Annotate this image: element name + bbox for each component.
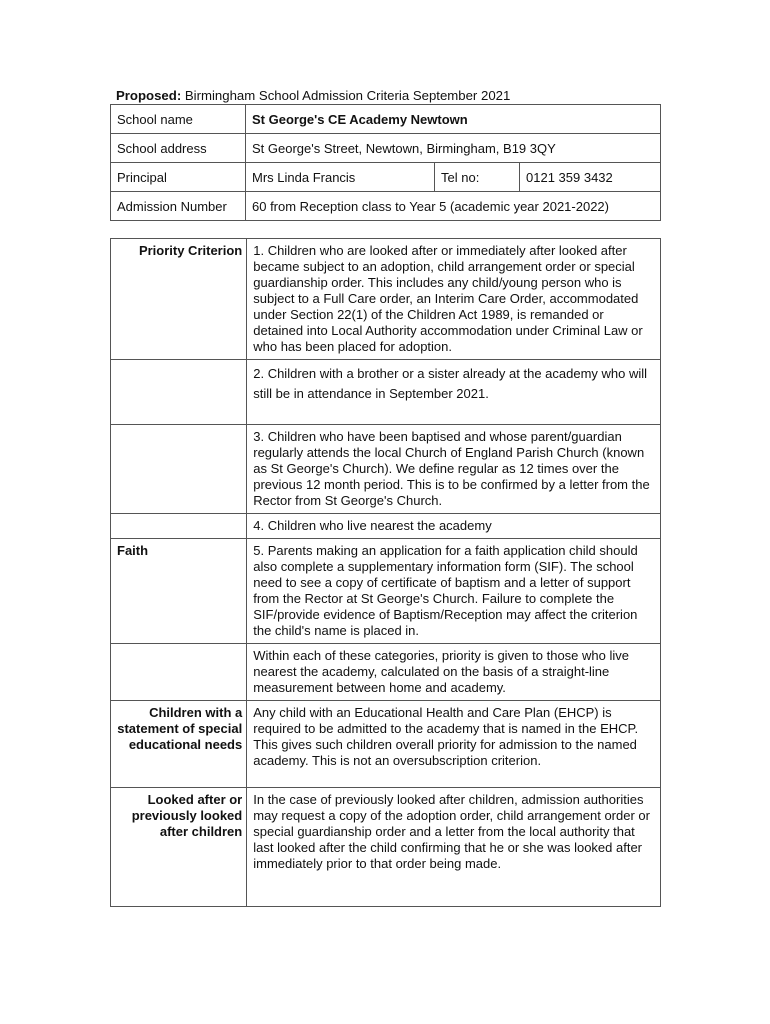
title-text: Birmingham School Admission Criteria September 2021 <box>181 88 511 103</box>
sen-text: Any child with an Educational Health and Care Plan (EHCP) is required to be admitted to the academy that is named in the EHCP. This gives such children overall priority for admission to the named academy. This is not an oversubscription criterion. <box>247 701 661 788</box>
criterion-row-3 <box>111 425 661 514</box>
school-name-row <box>111 105 661 134</box>
sen-label: Children with a statement of special educational needs <box>111 701 247 788</box>
school-address-value: St George's Street, Newtown, Birmingham, B19 3QY <box>246 134 661 163</box>
document-title <box>116 88 510 104</box>
criterion-row-5 <box>111 539 661 644</box>
school-address-row <box>111 134 661 163</box>
sen-row <box>111 701 661 788</box>
criterion-4-text: 4. Children who live nearest the academy <box>247 514 661 539</box>
school-name-value: St George's CE Academy Newtown <box>246 105 661 134</box>
criterion-5-text: 5. Parents making an application for a faith application child should also complete a supplementary information form (SIF). The school need to see a copy of certificate of baptism and a letter of support from the Rector at St George's Church. Failure to complete the SIF/provide evidence of Baptism/Reception may affect the criterion the child's name is placed in. <box>247 539 661 644</box>
criterion-row-4 <box>111 514 661 539</box>
principal-label: Principal <box>111 163 246 192</box>
criteria-table <box>110 238 661 907</box>
admission-value: 60 from Reception class to Year 5 (academic year 2021-2022) <box>246 192 661 221</box>
school-address-label: School address <box>111 134 246 163</box>
lac-text: In the case of previously looked after children, admission authorities may request a copy of the adoption order, child arrangement order or special guardianship order and a letter from the local authority that last looked after the child confirming that he or she was looked after immediately prior to that order being made. <box>247 788 661 907</box>
school-info-table <box>110 104 661 221</box>
admission-row <box>111 192 661 221</box>
criterion-row-2 <box>111 360 661 425</box>
within-categories-row <box>111 644 661 701</box>
title-prefix: Proposed: <box>116 88 182 103</box>
lac-label: Looked after or previously looked after children <box>111 788 247 907</box>
lac-row <box>111 788 661 907</box>
criterion-2-text: 2. Children with a brother or a sister already at the academy who will still be in attendance in September 2021. <box>247 360 661 425</box>
criterion-3-text: 3. Children who have been baptised and whose parent/guardian regularly attends the local Church of England Parish Church (known as St George's Church). We define regular as 12 times over the previous 12 month period. This is to be confirmed by a letter from the Rector from St George's Church. <box>247 425 661 514</box>
tel-value: 0121 359 3432 <box>520 163 661 192</box>
faith-label: Faith <box>111 539 247 644</box>
within-categories-text: Within each of these categories, priority is given to those who live nearest the academy, calculated on the basis of a straight-line measurement between home and academy. <box>247 644 661 701</box>
criterion-1-text: 1. Children who are looked after or immediately after looked after became subject to an adoption, child arrangement order or special guardianship order. This includes any child/young person who is subject to a Full Care order, an Interim Care Order, accommodated under Section 22(1) of the Children Act 1989, is remanded or detained into Local Authority accommodation under Criminal Law or who has been placed for adoption. <box>247 239 661 360</box>
admission-label: Admission Number <box>111 192 246 221</box>
priority-criterion-label: Priority Criterion <box>111 239 247 360</box>
principal-value: Mrs Linda Francis <box>246 163 435 192</box>
school-name-label: School name <box>111 105 246 134</box>
tel-label: Tel no: <box>435 163 520 192</box>
principal-row <box>111 163 661 192</box>
criterion-row-1 <box>111 239 661 360</box>
